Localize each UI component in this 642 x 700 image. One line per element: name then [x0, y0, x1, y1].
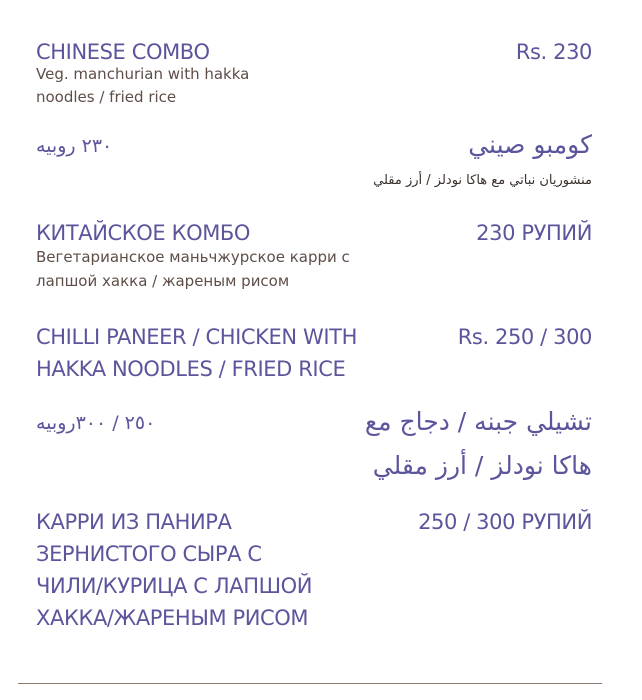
item-desc-line-2: лапшой хакка / жареным рисом [36, 272, 290, 290]
item-title-chilli-paneer-en-line-1: CHILLI PANEER / CHICKEN WITH [36, 325, 357, 349]
item-price-chilli-paneer-en: Rs. 250 / 300 [457, 325, 592, 349]
item-title-chilli-paneer-ru-line-2: ЗЕРНИСТОГО СЫРА С [36, 542, 262, 566]
item-title-chilli-paneer-ru-line-4: ХАККА/ЖАРЕНЫМ РИСОМ [36, 606, 309, 630]
item-title-chilli-paneer-en-line-2: HAKKA NOODLES / FRIED RICE [36, 357, 346, 381]
item-title-chinese-combo-en: CHINESE COMBO [36, 40, 210, 64]
item-desc-line-2: noodles / fried rice [36, 88, 177, 106]
item-title-chinese-combo-ar: كومبو صيني [468, 130, 592, 159]
item-desc-line-1: Вегетарианское маньчжурское карри с [36, 248, 350, 266]
item-title-chinese-combo-ru: КИТАЙСКОЕ КОМБО [36, 221, 251, 245]
item-price-chinese-combo-ru: 230 РУПИЙ [476, 221, 592, 245]
item-title-chilli-paneer-ru-line-1: КАРРИ ИЗ ПАНИРА [36, 510, 232, 534]
item-price-chilli-paneer-ar: ٢٥٠ / ٣٠٠روبيه [36, 412, 156, 434]
item-price-chilli-paneer-ru: 250 / 300 РУПИЙ [418, 510, 592, 534]
item-title-chilli-paneer-ru-line-3: ЧИЛИ/КУРИЦА С ЛАПШОЙ [36, 574, 313, 598]
item-price-chinese-combo-ar: ٢٣٠ روبيه [36, 135, 113, 157]
item-title-chilli-paneer-ar-line-1: تشيلي جبنه / دجاج مع [364, 407, 592, 436]
item-price-chinese-combo-en: Rs. 230 [515, 40, 592, 64]
item-desc-chinese-combo-ar: منشوريان نباتي مع هاكا نودلز / أرز مقلي [373, 173, 592, 188]
item-title-chilli-paneer-ar-line-2: هاكا نودلز / أرز مقلي [372, 451, 592, 480]
item-desc-line-1: Veg. manchurian with hakka [36, 65, 250, 83]
bottom-divider [18, 683, 602, 684]
